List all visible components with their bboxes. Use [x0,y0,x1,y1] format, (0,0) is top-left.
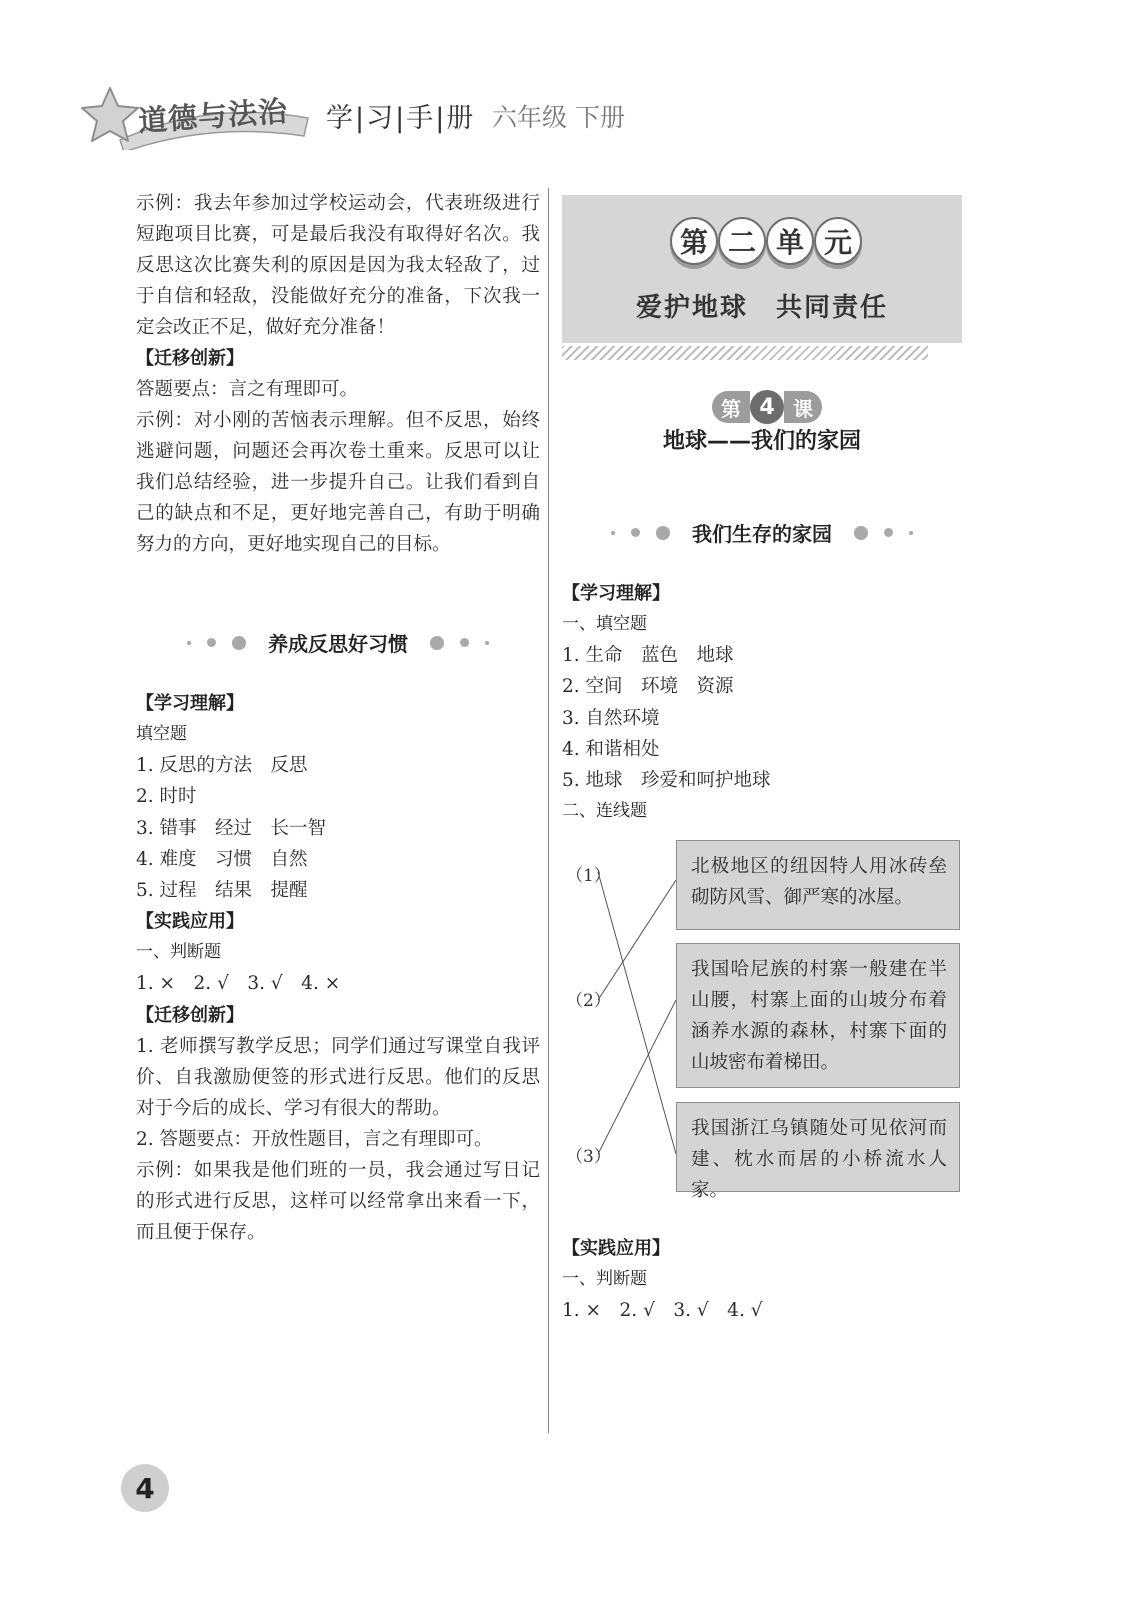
dot-icon [232,636,246,650]
fill-sub-right: 一、填空题 [562,614,647,634]
transfer-item-1: 1. 老师撰写教学反思；同学们通过写课堂自我评价、自我激励便签的形式进行反思。他们的反思对于今后的成长、学习有很大的帮助。 [136,1035,540,1119]
unit-char: 二 [718,217,766,265]
transfer-example-2: 示例：如果我是他们班的一员，我会通过写日记的形式进行反思，这样可以经常拿出来看一下，而且便于保存。 [136,1159,540,1243]
column-divider [548,188,549,1433]
practice-heading-left: 【实践应用】 [136,911,244,933]
unit-title [670,217,862,265]
unit-subtitle: 爱护地球 共同责任 [635,293,888,323]
answer-line: 3. 自然环境 [562,707,660,729]
lesson-badge [712,390,822,424]
practice-sub-left: 一、判断题 [136,942,221,963]
transfer-item-2: 2. 答题要点：开放性题目，言之有理即可。 [136,1128,493,1150]
unit-banner [562,195,962,343]
left-column [136,188,540,560]
page-number: 4 [121,1464,169,1512]
lesson-title: 地球——我们的家园 [662,429,861,454]
practice-heading-right: 【实践应用】 [562,1238,670,1259]
answer-line: 2. 时时 [136,786,197,808]
answer-line: 3. 错事 经过 长一智 [136,817,327,839]
intro-example: 示例：我去年参加过学校运动会，代表班级进行短跑项目比赛，可是最后我没有取得好名次。我反思这次比赛失利的原因是因为我太轻敌了，过于自信和轻敌，没能做好充分的准备，下次我一定会改正不足，做好充分准备！ [136,193,540,338]
subject-title: 道德与法治 [137,93,290,139]
practice-sub-right: 一、判断题 [562,1269,647,1289]
match-box-3: 我国浙江乌镇随处可见依河而建、枕水而居的小桥流水人家。 [676,1102,960,1192]
match-label-3: （3） [566,1147,611,1167]
answer-line: 4. 和谐相处 [562,738,660,760]
dot-icon [187,641,191,645]
match-label-2: （2） [566,991,611,1011]
unit-char: 第 [670,217,718,265]
answer-line: 1. 反思的方法 反思 [136,755,308,776]
answer-line: 5. 过程 结果 提醒 [136,880,308,902]
answer-line: 1. 生命 蓝色 地球 [562,645,734,666]
lesson-suffix: 课 [784,391,822,423]
lesson-prefix: 第 [712,391,750,423]
study-sub-left: 填空题 [136,724,187,744]
match-line-1-3 [598,872,676,1154]
dot-icon [460,638,469,647]
judge-answers-right: 1. × 2. √ 3. √ 4. √ [562,1300,763,1321]
section-title-text: 我们生存的家园 [692,522,832,546]
match-line-2-1 [598,880,676,1000]
unit-char: 元 [814,217,862,265]
dot-icon [430,636,444,650]
dot-icon [884,528,893,537]
section-title-right [562,518,962,547]
dot-icon [909,531,913,535]
unit-char: 单 [766,217,814,265]
match-sub-right: 二、连线题 [562,801,647,822]
match-line-3-2 [598,1000,676,1154]
match-box-2: 我国哈尼族的村寨一般建在半山腰，村寨上面的山坡分布着涵养水源的森林，村寨下面的山坡密布着梯田。 [676,943,960,1088]
transfer-point-1: 答题要点：言之有理即可。 [136,379,359,400]
transfer-example-1: 示例：对小刚的苦恼表示理解。但不反思，始终逃避问题，问题还会再次卷土重来。反思可以让我们总结经验，进一步提升自己。让我们看到自己的缺点和不足，更好地完善自己，有助于明确努力的方向，更好地实现自己的目标。 [136,410,540,555]
match-label-1: （1） [566,866,611,886]
lesson-number: 4 [750,390,784,424]
right-answers [562,578,962,827]
series-title: 学|习|手|册 [326,103,476,134]
dot-icon [611,531,615,535]
study-heading-right: 【学习理解】 [562,583,670,604]
answer-line: 5. 地球 珍爱和呵护地球 [562,770,771,792]
dot-icon [854,526,868,540]
answer-line: 2. 空间 环境 资源 [562,676,734,698]
section-title-left [136,628,540,657]
dot-icon [485,641,489,645]
match-lines [560,836,690,1176]
right-practice [562,1233,962,1326]
grade-label: 六年级 下册 [492,103,625,132]
hatch-divider [562,346,928,360]
page-header [80,80,720,160]
transfer-heading-2: 【迁移创新】 [136,1004,244,1026]
dot-icon [656,526,670,540]
transfer-heading-1: 【迁移创新】 [136,348,244,369]
dot-icon [631,528,640,537]
study-heading-left: 【学习理解】 [136,693,244,714]
judge-answers-left: 1. × 2. √ 3. √ 4. × [136,973,341,995]
left-answers [136,688,540,1248]
match-box-1: 北极地区的纽因特人用冰砖垒砌防风雪、御严寒的冰屋。 [676,840,960,930]
answer-line: 4. 难度 习惯 自然 [136,848,308,870]
dot-icon [207,638,216,647]
section-title-text: 养成反思好习惯 [268,632,408,656]
